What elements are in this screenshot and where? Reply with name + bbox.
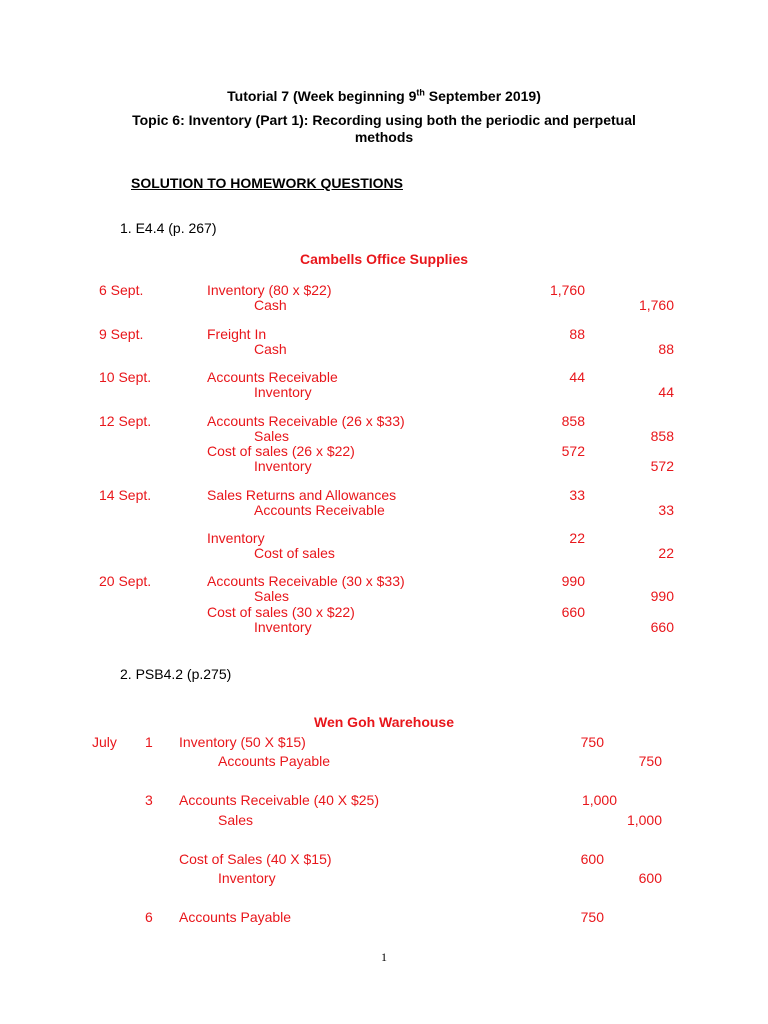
- entry-date: 14 Sept.: [99, 487, 152, 503]
- question-1-label: 1. E4.4 (p. 267): [120, 220, 217, 236]
- credit-amount: 990: [650, 588, 674, 604]
- debit-account: Accounts Receivable (30 x $33): [207, 573, 405, 589]
- solution-heading: SOLUTION TO HOMEWORK QUESTIONS: [131, 175, 403, 191]
- credit-amount: 750: [638, 753, 662, 769]
- page-number: 1: [381, 950, 387, 964]
- debit-account: Accounts Receivable (40 X $25): [179, 792, 379, 808]
- credit-account: Inventory: [254, 458, 312, 474]
- debit-amount: 572: [561, 443, 585, 459]
- debit-account: Accounts Payable: [179, 909, 292, 925]
- entry-date: 12 Sept.: [99, 413, 152, 429]
- credit-amount: 33: [658, 502, 674, 518]
- debit-account: Cost of Sales (40 X $15): [179, 851, 332, 867]
- credit-amount: 44: [658, 384, 674, 400]
- debit-account: Inventory (50 X $15): [179, 734, 306, 750]
- credit-amount: 88: [658, 341, 674, 357]
- credit-amount: 22: [658, 545, 674, 561]
- credit-amount: 1,760: [638, 297, 674, 313]
- topic-line-1: Topic 6: Inventory (Part 1): Recording using both the periodic and perpetual: [132, 112, 636, 128]
- credit-amount: 858: [650, 428, 674, 444]
- debit-amount: 33: [569, 487, 585, 503]
- entry-day: 3: [145, 792, 153, 808]
- page-title: Tutorial 7 (Week beginning 9th September 2019): [227, 87, 541, 104]
- debit-amount: 88: [569, 326, 585, 342]
- topic-line-2: methods: [354, 129, 414, 145]
- credit-account: Sales: [254, 428, 290, 444]
- entry-date: 9 Sept.: [99, 326, 144, 342]
- entry-month: July: [92, 734, 117, 750]
- credit-account: Inventory: [254, 619, 312, 635]
- debit-account: Cost of sales (26 x $22): [207, 443, 355, 459]
- credit-account: Inventory: [254, 384, 312, 400]
- debit-amount: 22: [569, 530, 585, 546]
- credit-amount: 572: [650, 458, 674, 474]
- entry-date: 20 Sept.: [99, 573, 152, 589]
- debit-amount: 660: [561, 604, 585, 620]
- credit-account: Accounts Payable: [218, 753, 331, 769]
- credit-account: Cost of sales: [254, 545, 335, 561]
- credit-account: Sales: [254, 588, 290, 604]
- question-2-label: 2. PSB4.2 (p.275): [120, 666, 232, 682]
- debit-amount: 750: [580, 734, 604, 750]
- debit-amount: 1,000: [581, 792, 617, 808]
- entry-day: 1: [145, 734, 153, 750]
- debit-amount: 600: [580, 851, 604, 867]
- credit-account: Cash: [254, 341, 287, 357]
- credit-account: Sales: [218, 812, 254, 828]
- q2-company-title: Wen Goh Warehouse: [313, 714, 454, 730]
- credit-amount: 660: [650, 619, 674, 635]
- debit-amount: 990: [561, 573, 585, 589]
- debit-account: Cost of sales (30 x $22): [207, 604, 355, 620]
- debit-amount: 44: [569, 369, 585, 385]
- debit-account: Accounts Receivable (26 x $33): [207, 413, 405, 429]
- debit-amount: 858: [561, 413, 585, 429]
- debit-amount: 1,760: [549, 282, 585, 298]
- credit-amount: 600: [638, 870, 662, 886]
- debit-account: Sales Returns and Allowances: [207, 487, 397, 503]
- entry-date: 6 Sept.: [99, 282, 144, 298]
- debit-amount: 750: [580, 909, 604, 925]
- entry-date: 10 Sept.: [99, 369, 152, 385]
- q1-company-title: Cambells Office Supplies: [299, 251, 469, 267]
- debit-account: Inventory (80 x $22): [207, 282, 332, 298]
- entry-day: 6: [145, 909, 153, 925]
- debit-account: Accounts Receivable: [207, 369, 338, 385]
- credit-account: Accounts Receivable: [254, 502, 385, 518]
- debit-account: Inventory: [207, 530, 265, 546]
- debit-account: Freight In: [207, 326, 267, 342]
- credit-account: Inventory: [218, 870, 276, 886]
- credit-amount: 1,000: [626, 812, 662, 828]
- credit-account: Cash: [254, 297, 287, 313]
